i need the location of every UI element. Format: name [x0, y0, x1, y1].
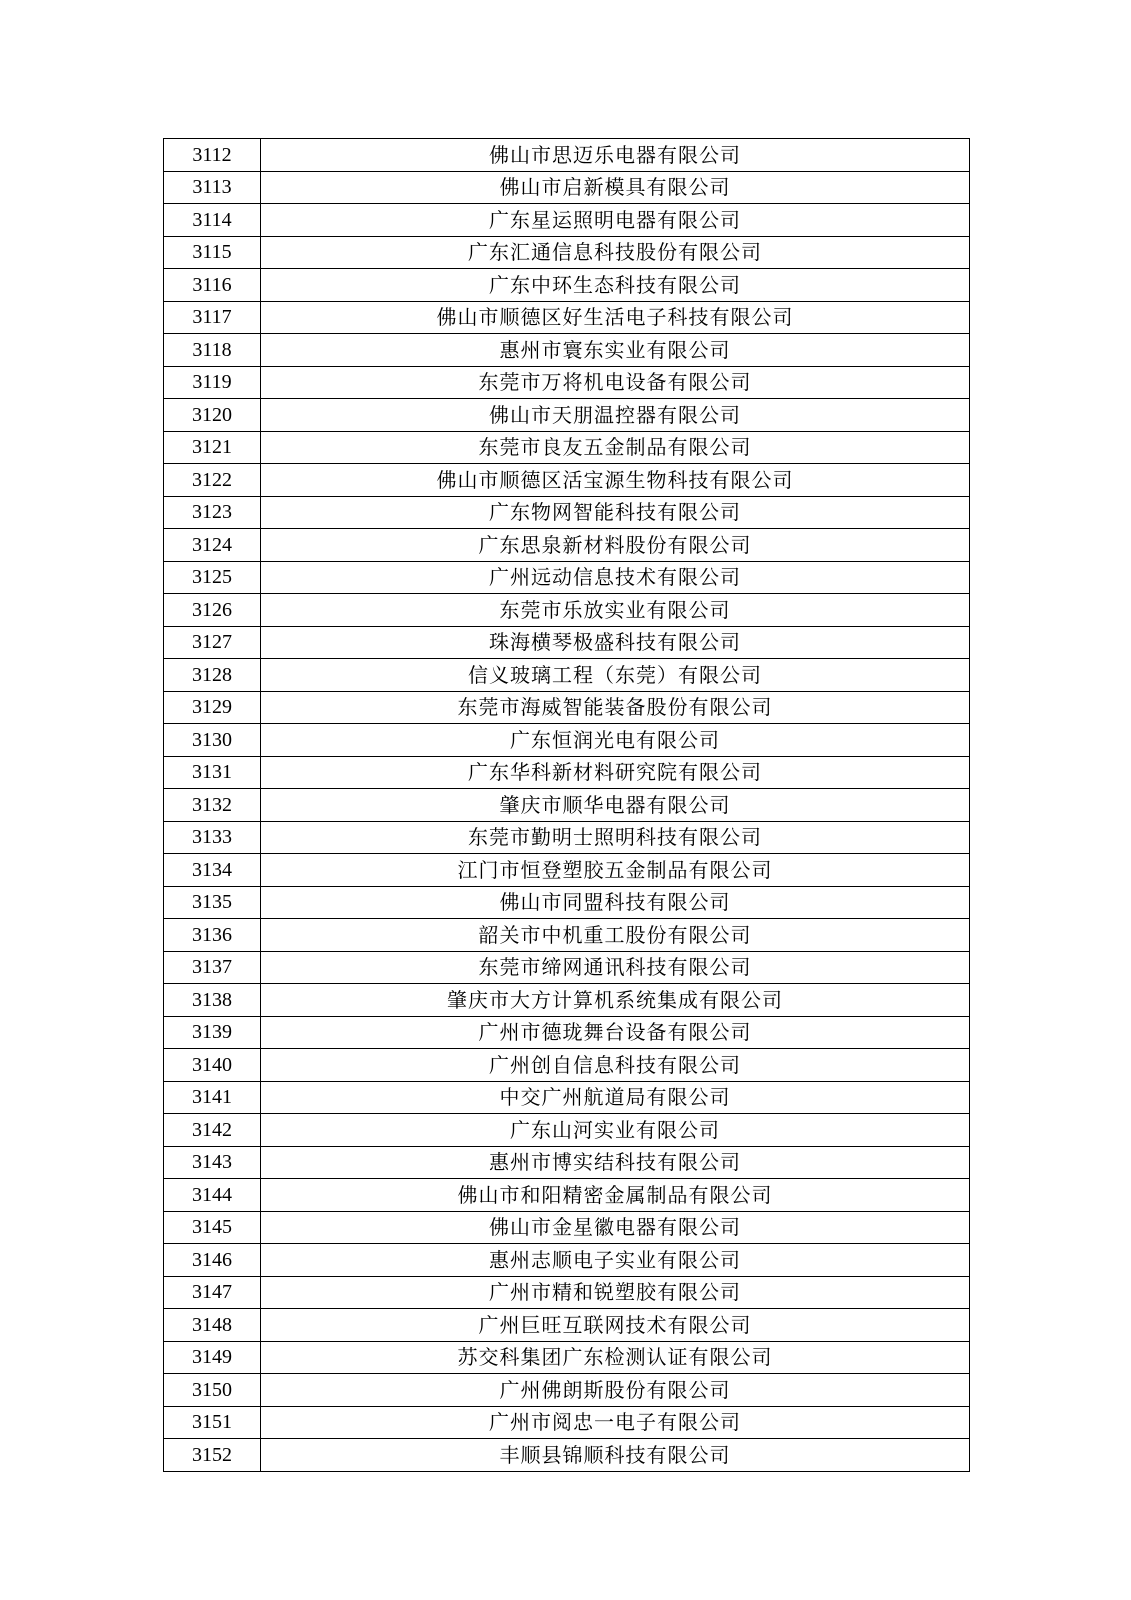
- serial-number-cell: 3152: [164, 1439, 261, 1472]
- table-row: [164, 464, 970, 497]
- table-row: [164, 1276, 970, 1309]
- company-name-cell: 佛山市顺德区好生活电子科技有限公司: [261, 301, 970, 334]
- company-name-cell: 惠州市寰东实业有限公司: [261, 334, 970, 367]
- company-name-cell: 广州佛朗斯股份有限公司: [261, 1374, 970, 1407]
- table-row: [164, 886, 970, 919]
- serial-number-cell: 3129: [164, 691, 261, 724]
- table-body: [164, 139, 970, 1472]
- company-name-cell: 江门市恒登塑胶五金制品有限公司: [261, 854, 970, 887]
- company-name-cell: 惠州市博实结科技有限公司: [261, 1146, 970, 1179]
- table-row: [164, 984, 970, 1017]
- table-row: [164, 236, 970, 269]
- serial-number-cell: 3113: [164, 171, 261, 204]
- serial-number-cell: 3118: [164, 334, 261, 367]
- serial-number-cell: 3133: [164, 821, 261, 854]
- table-row: [164, 756, 970, 789]
- company-name-cell: 信义玻璃工程（东莞）有限公司: [261, 659, 970, 692]
- table-row: [164, 1081, 970, 1114]
- serial-number-cell: 3149: [164, 1341, 261, 1374]
- table-row: [164, 529, 970, 562]
- serial-number-cell: 3131: [164, 756, 261, 789]
- company-name-cell: 广东山河实业有限公司: [261, 1114, 970, 1147]
- table-row: [164, 659, 970, 692]
- serial-number-cell: 3151: [164, 1406, 261, 1439]
- company-name-cell: 东莞市万将机电设备有限公司: [261, 366, 970, 399]
- serial-number-cell: 3115: [164, 236, 261, 269]
- table-row: [164, 399, 970, 432]
- table-row: [164, 139, 970, 172]
- company-name-cell: 广东华科新材料研究院有限公司: [261, 756, 970, 789]
- table-row: [164, 561, 970, 594]
- table-row: [164, 1244, 970, 1277]
- table-row: [164, 1374, 970, 1407]
- serial-number-cell: 3117: [164, 301, 261, 334]
- company-name-cell: 广东中环生态科技有限公司: [261, 269, 970, 302]
- company-name-cell: 东莞市缔网通讯科技有限公司: [261, 951, 970, 984]
- serial-number-cell: 3142: [164, 1114, 261, 1147]
- serial-number-cell: 3143: [164, 1146, 261, 1179]
- serial-number-cell: 3148: [164, 1309, 261, 1342]
- company-name-cell: 东莞市乐放实业有限公司: [261, 594, 970, 627]
- serial-number-cell: 3112: [164, 139, 261, 172]
- serial-number-cell: 3116: [164, 269, 261, 302]
- serial-number-cell: 3125: [164, 561, 261, 594]
- serial-number-cell: 3130: [164, 724, 261, 757]
- company-name-cell: 佛山市金星徽电器有限公司: [261, 1211, 970, 1244]
- serial-number-cell: 3119: [164, 366, 261, 399]
- table-row: [164, 1114, 970, 1147]
- table-row: [164, 334, 970, 367]
- serial-number-cell: 3147: [164, 1276, 261, 1309]
- table-row: [164, 269, 970, 302]
- company-name-cell: 佛山市顺德区活宝源生物科技有限公司: [261, 464, 970, 497]
- table-row: [164, 496, 970, 529]
- table-row: [164, 821, 970, 854]
- company-name-cell: 广东星运照明电器有限公司: [261, 204, 970, 237]
- serial-number-cell: 3127: [164, 626, 261, 659]
- serial-number-cell: 3123: [164, 496, 261, 529]
- serial-number-cell: 3140: [164, 1049, 261, 1082]
- table-row: [164, 1406, 970, 1439]
- company-name-cell: 广州市精和锐塑胶有限公司: [261, 1276, 970, 1309]
- company-name-cell: 惠州志顺电子实业有限公司: [261, 1244, 970, 1277]
- table-row: [164, 951, 970, 984]
- company-name-cell: 广东物网智能科技有限公司: [261, 496, 970, 529]
- table-row: [164, 1211, 970, 1244]
- company-name-cell: 广州市阅忠一电子有限公司: [261, 1406, 970, 1439]
- serial-number-cell: 3114: [164, 204, 261, 237]
- company-name-cell: 中交广州航道局有限公司: [261, 1081, 970, 1114]
- table-row: [164, 1309, 970, 1342]
- company-name-cell: 佛山市启新模具有限公司: [261, 171, 970, 204]
- company-list-table: [163, 138, 970, 1472]
- serial-number-cell: 3150: [164, 1374, 261, 1407]
- table-row: [164, 431, 970, 464]
- company-name-cell: 广东思泉新材料股份有限公司: [261, 529, 970, 562]
- company-name-cell: 广州巨旺互联网技术有限公司: [261, 1309, 970, 1342]
- company-name-cell: 东莞市勤明士照明科技有限公司: [261, 821, 970, 854]
- serial-number-cell: 3128: [164, 659, 261, 692]
- company-name-cell: 珠海横琴极盛科技有限公司: [261, 626, 970, 659]
- table-row: [164, 171, 970, 204]
- company-name-cell: 广东汇通信息科技股份有限公司: [261, 236, 970, 269]
- company-name-cell: 丰顺县锦顺科技有限公司: [261, 1439, 970, 1472]
- serial-number-cell: 3138: [164, 984, 261, 1017]
- serial-number-cell: 3122: [164, 464, 261, 497]
- company-name-cell: 肇庆市顺华电器有限公司: [261, 789, 970, 822]
- company-name-cell: 佛山市和阳精密金属制品有限公司: [261, 1179, 970, 1212]
- serial-number-cell: 3141: [164, 1081, 261, 1114]
- table-row: [164, 1146, 970, 1179]
- company-name-cell: 佛山市同盟科技有限公司: [261, 886, 970, 919]
- company-name-cell: 广州创自信息科技有限公司: [261, 1049, 970, 1082]
- serial-number-cell: 3126: [164, 594, 261, 627]
- company-name-cell: 肇庆市大方计算机系统集成有限公司: [261, 984, 970, 1017]
- table-row: [164, 789, 970, 822]
- serial-number-cell: 3136: [164, 919, 261, 952]
- table-row: [164, 1341, 970, 1374]
- company-name-cell: 东莞市良友五金制品有限公司: [261, 431, 970, 464]
- serial-number-cell: 3145: [164, 1211, 261, 1244]
- serial-number-cell: 3144: [164, 1179, 261, 1212]
- serial-number-cell: 3121: [164, 431, 261, 464]
- company-name-cell: 佛山市思迈乐电器有限公司: [261, 139, 970, 172]
- serial-number-cell: 3124: [164, 529, 261, 562]
- table-row: [164, 691, 970, 724]
- table-row: [164, 1016, 970, 1049]
- company-name-cell: 苏交科集团广东检测认证有限公司: [261, 1341, 970, 1374]
- table-row: [164, 626, 970, 659]
- table-row: [164, 1439, 970, 1472]
- table-row: [164, 724, 970, 757]
- serial-number-cell: 3146: [164, 1244, 261, 1277]
- serial-number-cell: 3120: [164, 399, 261, 432]
- company-name-cell: 韶关市中机重工股份有限公司: [261, 919, 970, 952]
- serial-number-cell: 3137: [164, 951, 261, 984]
- table-row: [164, 594, 970, 627]
- table-row: [164, 366, 970, 399]
- company-name-cell: 广东恒润光电有限公司: [261, 724, 970, 757]
- serial-number-cell: 3135: [164, 886, 261, 919]
- table-row: [164, 919, 970, 952]
- table-row: [164, 301, 970, 334]
- serial-number-cell: 3132: [164, 789, 261, 822]
- company-name-cell: 东莞市海威智能装备股份有限公司: [261, 691, 970, 724]
- serial-number-cell: 3139: [164, 1016, 261, 1049]
- table-row: [164, 204, 970, 237]
- serial-number-cell: 3134: [164, 854, 261, 887]
- company-name-cell: 广州远动信息技术有限公司: [261, 561, 970, 594]
- table-row: [164, 1049, 970, 1082]
- company-name-cell: 广州市德珑舞台设备有限公司: [261, 1016, 970, 1049]
- table-row: [164, 854, 970, 887]
- company-name-cell: 佛山市天朋温控器有限公司: [261, 399, 970, 432]
- table-row: [164, 1179, 970, 1212]
